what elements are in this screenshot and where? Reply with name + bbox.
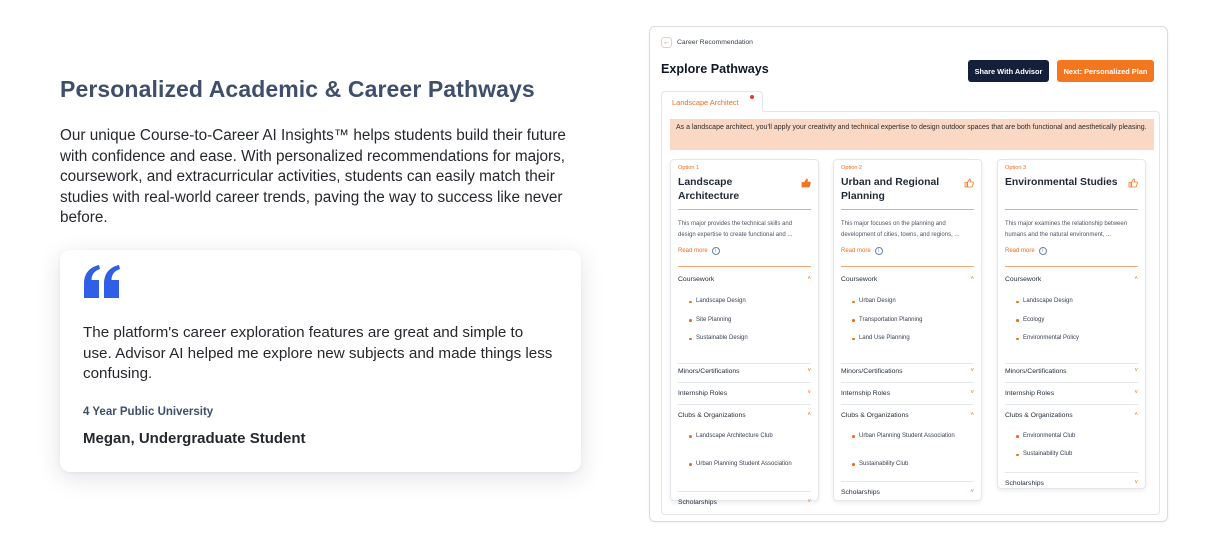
option-description: This major provides the technical skills and design expertise to create functional and ...: [678, 221, 793, 239]
option-description: This major focuses on the planning and development of cities, towns, and regions, ...: [841, 221, 960, 239]
chevron-down-icon: ˅: [1134, 479, 1138, 486]
accordion-label: Clubs & Organizations: [678, 411, 746, 419]
accordion-divider: [1005, 382, 1138, 383]
chevron-up-icon: ˄: [970, 276, 974, 282]
tab-label: Landscape Architect: [672, 98, 739, 107]
accordion-label: Internship Roles: [841, 389, 891, 397]
accordion-divider: [1005, 472, 1138, 473]
list-item: Sustainability Club: [1016, 450, 1134, 460]
accordion-label: Scholarships: [678, 498, 717, 506]
next-personalized-plan-button[interactable]: Next: Personalized Plan: [1057, 60, 1154, 82]
accordion-divider: [841, 382, 974, 383]
quote-icon: [82, 264, 122, 300]
accordion-label: Scholarships: [841, 489, 880, 496]
accordion-divider: [678, 491, 811, 492]
accordion-header[interactable]: [841, 390, 974, 397]
list-item: Environmental Club: [1016, 432, 1134, 442]
list-item: Landscape Design: [689, 297, 807, 307]
career-banner: As a landscape architect, you'll apply your creativity and technical expertise to design outdoor spaces that are both functional and aesthetically pleasing.: [670, 119, 1154, 150]
back-arrow-icon[interactable]: ←: [663, 39, 670, 46]
accordion-divider: [841, 481, 974, 482]
option-divider: [841, 266, 974, 267]
list-item: Urban Planning Student Association: [689, 460, 807, 470]
option-divider: [841, 209, 974, 210]
page-title: Explore Pathways: [661, 62, 769, 76]
tab-landscape-architect[interactable]: [661, 91, 763, 112]
chevron-down-icon: ˅: [1134, 367, 1138, 374]
testimonial-card: [60, 250, 581, 472]
read-more-link[interactable]: [678, 247, 720, 255]
list-item: Sustainability Club: [852, 460, 970, 470]
accordion-header[interactable]: [678, 499, 811, 506]
read-more-label: Read more: [1005, 248, 1035, 254]
section-heading: Personalized Academic & Career Pathways: [60, 76, 535, 102]
accordion-divider: [678, 382, 811, 383]
accordion-divider: [1005, 363, 1138, 364]
option-label: Option 1: [678, 165, 700, 171]
chevron-up-icon: ˄: [1134, 276, 1138, 282]
chevron-down-icon: ˅: [1134, 389, 1138, 396]
accordion-label: Scholarships: [1005, 479, 1044, 487]
info-icon: i: [875, 247, 883, 255]
chevron-down-icon: ˅: [807, 389, 811, 396]
accordion-header[interactable]: [1005, 276, 1138, 283]
breadcrumb: Career Recommendation: [677, 39, 753, 46]
chevron-down-icon: ˅: [970, 389, 974, 396]
list-item: Site Planning: [689, 316, 807, 326]
thumbs-up-icon[interactable]: [1128, 178, 1138, 188]
chevron-up-icon: ˄: [1134, 411, 1138, 418]
chevron-up-icon: ˄: [970, 411, 974, 418]
chevron-down-icon: ˅: [970, 489, 974, 495]
list-item: Ecology: [1016, 316, 1134, 326]
accordion-divider: [678, 363, 811, 364]
accordion-label: Clubs & Organizations: [841, 411, 909, 419]
accordion-divider: [1005, 404, 1138, 405]
accordion-header[interactable]: [841, 412, 974, 419]
info-icon: i: [712, 247, 720, 255]
accordion-header[interactable]: [678, 412, 811, 419]
accordion-header[interactable]: [678, 276, 811, 283]
chevron-up-icon: ˄: [807, 276, 811, 282]
accordion-label: Minors/Certifications: [1005, 367, 1067, 375]
option-label: Option 3: [1005, 165, 1027, 171]
accordion-label: Minors/Certifications: [678, 367, 740, 375]
intro-paragraph: Our unique Course-to-Career AI Insights™ helps students build their future with confidence and ease. With personalized recommendations for majors, coursework, and extracurricular activities, students can easily match their studies with real-world career trends, paving the way to success like never before.: [60, 127, 566, 227]
share-with-advisor-button[interactable]: Share With Advisor: [968, 60, 1049, 82]
accordion-label: Internship Roles: [1005, 389, 1055, 397]
accordion-label: Coursework: [841, 276, 878, 283]
accordion-header[interactable]: [1005, 368, 1138, 375]
accordion-divider: [841, 363, 974, 364]
option-label: Option 2: [841, 165, 863, 171]
option-divider: [1005, 266, 1138, 267]
option-description: This major examines the relationship between humans and the natural environment, ...: [1005, 221, 1128, 239]
chevron-down-icon: ˅: [807, 498, 811, 505]
list-item: Urban Planning Student Association: [852, 432, 970, 442]
accordion-header[interactable]: [678, 390, 811, 397]
chevron-down-icon: ˅: [970, 367, 974, 374]
thumbs-up-icon[interactable]: [964, 178, 974, 188]
testimonial-school: 4 Year Public University: [83, 406, 214, 418]
option-divider: [678, 266, 811, 267]
list-item: Landscape Architecture Club: [689, 432, 807, 442]
app-preview: [649, 26, 1168, 522]
list-item: Sustainable Design: [689, 334, 807, 344]
chevron-up-icon: ˄: [807, 411, 811, 418]
accordion-label: Clubs & Organizations: [1005, 411, 1073, 419]
list-item: Environmental Policy: [1016, 334, 1134, 344]
option-title: Urban and Regional Planning: [841, 177, 940, 202]
accordion-header[interactable]: [841, 276, 974, 283]
option-divider: [1005, 209, 1138, 210]
option-card: [997, 159, 1146, 489]
option-title: Landscape Architecture: [678, 177, 740, 202]
read-more-link[interactable]: [841, 247, 883, 255]
testimonial-author: Megan, Undergraduate Student: [83, 430, 306, 447]
read-more-link[interactable]: [1005, 247, 1047, 255]
option-divider: [678, 209, 811, 210]
read-more-label: Read more: [841, 248, 871, 254]
testimonial-quote: The platform's career exploration features are great and simple to use. Advisor AI helped me explore new subjects and made things less confusing.: [83, 324, 553, 383]
accordion-divider: [841, 404, 974, 405]
tab-notification-dot: [750, 95, 754, 99]
accordion-header[interactable]: [1005, 480, 1138, 487]
option-title: Environmental Studies: [1005, 177, 1118, 188]
chevron-down-icon: ˅: [807, 367, 811, 374]
list-item: Transportation Planning: [852, 316, 970, 326]
accordion-label: Coursework: [1005, 276, 1042, 283]
accordion-header[interactable]: [841, 368, 974, 375]
thumbs-up-filled-icon[interactable]: [801, 178, 811, 188]
accordion-label: Coursework: [678, 276, 715, 283]
accordion-header[interactable]: [1005, 412, 1138, 419]
list-item: Urban Design: [852, 297, 970, 307]
accordion-header[interactable]: [841, 489, 974, 496]
accordion-label: Minors/Certifications: [841, 367, 903, 375]
accordion-label: Internship Roles: [678, 389, 728, 397]
accordion-header[interactable]: [1005, 390, 1138, 397]
info-icon: i: [1039, 247, 1047, 255]
accordion-header[interactable]: [678, 368, 811, 375]
option-card: [670, 159, 819, 506]
option-card: [833, 159, 982, 501]
pathway-panel: [661, 111, 1160, 515]
list-item: Landscape Design: [1016, 297, 1134, 307]
accordion-divider: [678, 404, 811, 405]
list-item: Land Use Planning: [852, 334, 970, 344]
read-more-label: Read more: [678, 248, 708, 254]
